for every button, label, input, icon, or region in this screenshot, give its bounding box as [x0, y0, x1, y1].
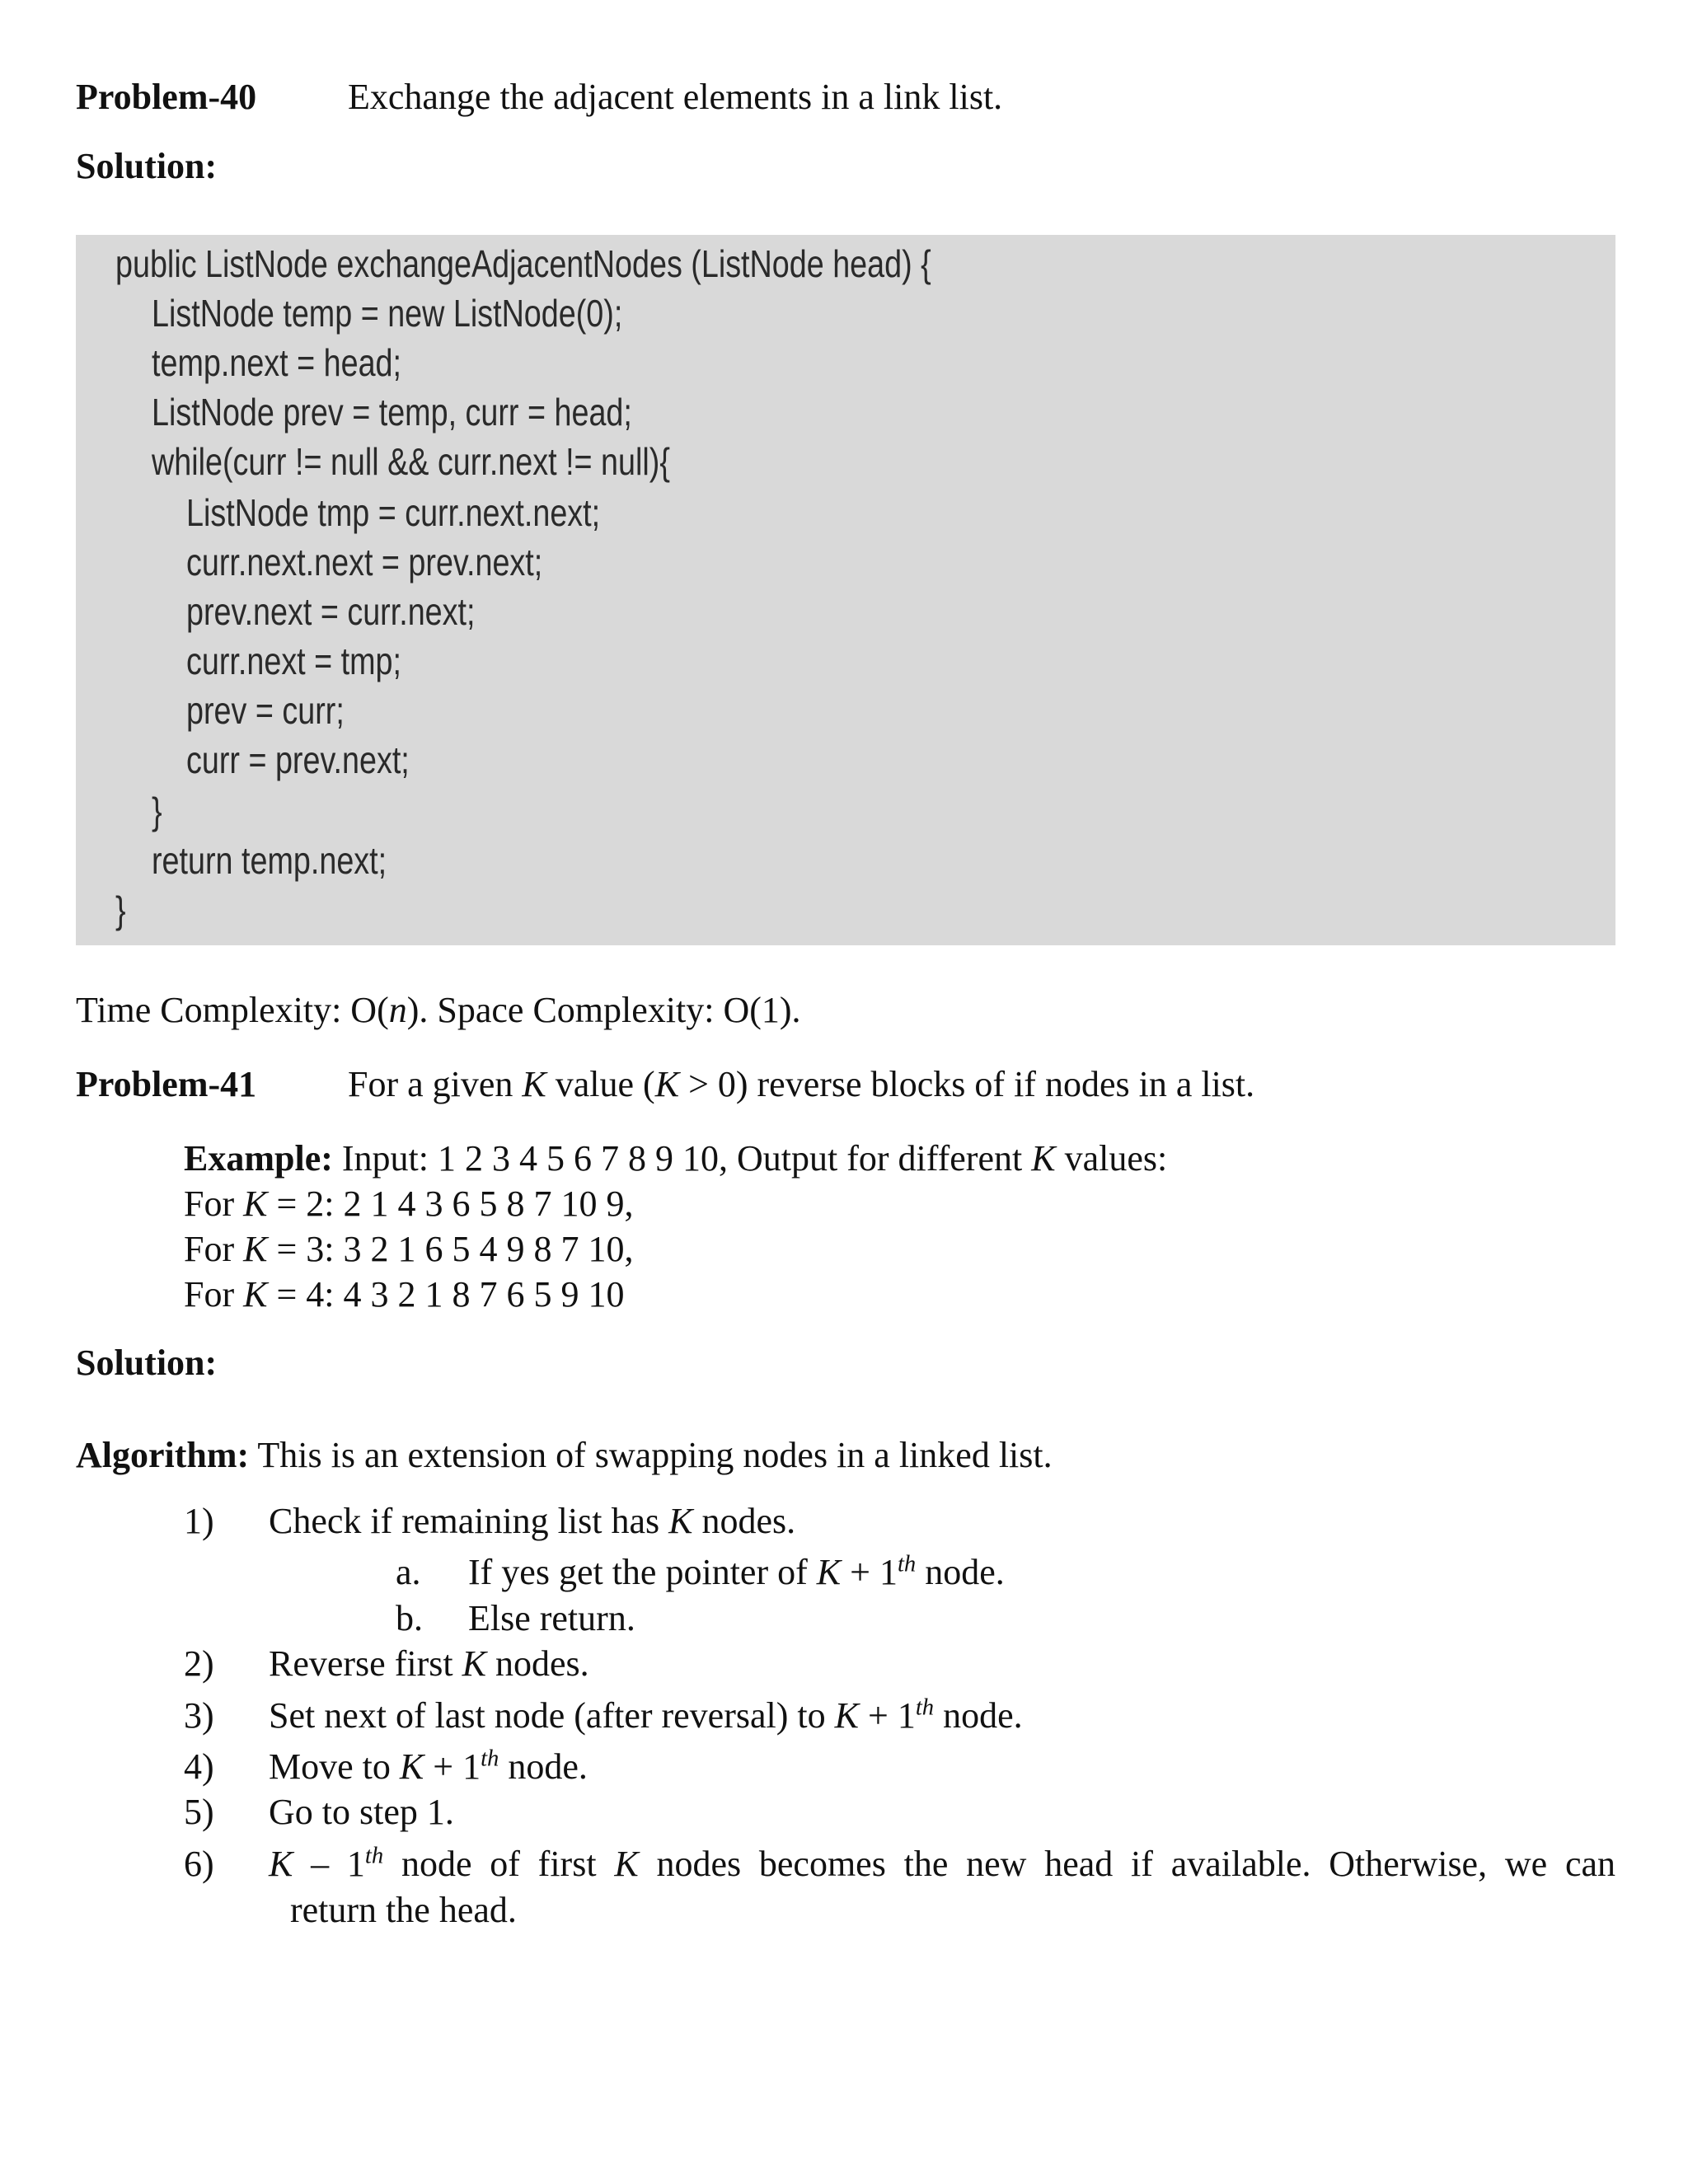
step-6-continuation: return the head. — [290, 1890, 517, 1930]
k-var: K — [614, 1844, 639, 1884]
step-text: node. — [499, 1746, 588, 1787]
code-line: curr = prev.next; — [186, 738, 410, 781]
example-line — [184, 1137, 1167, 1179]
step-text: If yes get the pointer of — [468, 1552, 817, 1592]
step-text: Move to — [269, 1746, 400, 1787]
code-line: prev = curr; — [186, 689, 345, 732]
example-k2-line — [184, 1183, 634, 1225]
step-1-text — [269, 1500, 795, 1542]
step-6-text — [269, 1843, 1615, 1885]
step-text: + — [841, 1552, 879, 1592]
code-line: public ListNode exchangeAdjacentNodes (ListNode head) { — [115, 242, 931, 285]
statement-text: value ( — [546, 1064, 655, 1104]
code-block — [76, 235, 1615, 945]
step-2-text — [269, 1643, 589, 1685]
step-number: 3) — [184, 1695, 214, 1736]
code-line: ListNode prev = temp, curr = head; — [152, 391, 632, 434]
algorithm-intro: This is an extension of swapping nodes in a linked list. — [249, 1435, 1053, 1475]
algorithm-line — [76, 1434, 1053, 1476]
substep-b-text: Else return. — [468, 1598, 635, 1638]
step-text: node. — [934, 1695, 1023, 1736]
code-line: ListNode temp = new ListNode(0); — [152, 292, 623, 335]
superscript-th: th — [897, 1551, 917, 1577]
k-var: K — [1031, 1138, 1056, 1179]
step-5-text: Go to step 1. — [269, 1792, 454, 1832]
for-text: For — [184, 1229, 244, 1269]
substep-letter: b. — [396, 1598, 423, 1638]
substep-letter: a. — [396, 1552, 421, 1592]
one-text: 1 — [879, 1552, 898, 1592]
step-text: – — [293, 1844, 347, 1884]
k-var: K — [816, 1552, 842, 1592]
step-number: 1) — [184, 1501, 214, 1541]
k-var: K — [269, 1844, 293, 1884]
step-text: Set next of last node (after reversal) to — [269, 1695, 835, 1736]
code-line: } — [115, 888, 126, 931]
example-label: Example: — [184, 1138, 333, 1179]
problem-41-solution-label: Solution: — [76, 1343, 218, 1383]
example-values: = 4: 4 3 2 1 8 7 6 5 9 10 — [267, 1274, 625, 1315]
k-var: K — [668, 1501, 693, 1541]
algorithm-label: Algorithm: — [76, 1435, 250, 1475]
complexity-line — [76, 989, 801, 1031]
code-line: temp.next = head; — [152, 341, 402, 384]
step-4-text — [269, 1746, 588, 1788]
one-text: 1 — [462, 1746, 481, 1787]
complexity-time-var: n — [388, 990, 407, 1030]
step-text: node. — [916, 1552, 1005, 1592]
k-var: K — [243, 1229, 268, 1269]
k-var: K — [243, 1183, 268, 1224]
k-var: K — [462, 1643, 486, 1684]
superscript-th: th — [364, 1843, 384, 1869]
code-line: return temp.next; — [152, 839, 387, 882]
step-number: 6) — [184, 1844, 214, 1884]
example-k3-line — [184, 1228, 634, 1270]
problem-41-label: Problem-41 — [76, 1064, 257, 1104]
problem-41-statement — [348, 1063, 1254, 1105]
code-line: } — [152, 790, 162, 832]
code-line: ListNode tmp = curr.next.next; — [186, 491, 601, 534]
one-text: 1 — [897, 1695, 916, 1736]
example-values: = 3: 3 2 1 6 5 4 9 8 7 10, — [267, 1229, 634, 1269]
step-text: + — [424, 1746, 463, 1787]
example-text: values: — [1055, 1138, 1168, 1179]
code-line: while(curr != null && curr.next != null){ — [152, 440, 670, 483]
step-text: + — [858, 1695, 898, 1736]
complexity-time-suffix: ). Space Complexity: O(1). — [406, 990, 801, 1030]
problem-40-solution-label: Solution: — [76, 146, 218, 186]
step-text: nodes becomes the new head if available. Otherwise, we can — [638, 1844, 1616, 1884]
step-3-text — [269, 1694, 1023, 1736]
substep-a-text — [468, 1551, 1005, 1593]
step-text: nodes. — [485, 1643, 589, 1684]
k-var: K — [654, 1064, 680, 1104]
problem-40-statement: Exchange the adjacent elements in a link list. — [348, 77, 1003, 117]
code-line: curr.next.next = prev.next; — [186, 541, 543, 583]
step-text: Reverse first — [269, 1643, 462, 1684]
k-var: K — [834, 1695, 859, 1736]
k-var: K — [522, 1064, 546, 1104]
example-k4-line — [184, 1273, 625, 1315]
statement-text: For a given — [348, 1064, 523, 1104]
step-number: 5) — [184, 1792, 214, 1832]
k-var: K — [399, 1746, 424, 1787]
statement-text: > 0) reverse blocks of if nodes in a list. — [679, 1064, 1255, 1104]
step-number: 4) — [184, 1746, 214, 1787]
step-text: nodes. — [692, 1501, 796, 1541]
step-number: 2) — [184, 1643, 214, 1684]
superscript-th: th — [481, 1746, 499, 1772]
one-text: 1 — [346, 1844, 365, 1884]
step-text: node of first — [383, 1844, 615, 1884]
superscript-th: th — [915, 1694, 935, 1721]
example-values: = 2: 2 1 4 3 6 5 8 7 10 9, — [267, 1183, 634, 1224]
example-text: Input: 1 2 3 4 5 6 7 8 9 10, Output for different — [332, 1138, 1032, 1179]
step-text: Check if remaining list has — [269, 1501, 669, 1541]
for-text: For — [184, 1183, 244, 1224]
code-line: curr.next = tmp; — [186, 640, 402, 682]
for-text: For — [184, 1274, 244, 1315]
complexity-time-prefix: Time Complexity: O( — [76, 990, 389, 1030]
problem-40-label: Problem-40 — [76, 77, 257, 117]
code-line: prev.next = curr.next; — [186, 590, 476, 633]
k-var: K — [243, 1274, 268, 1315]
